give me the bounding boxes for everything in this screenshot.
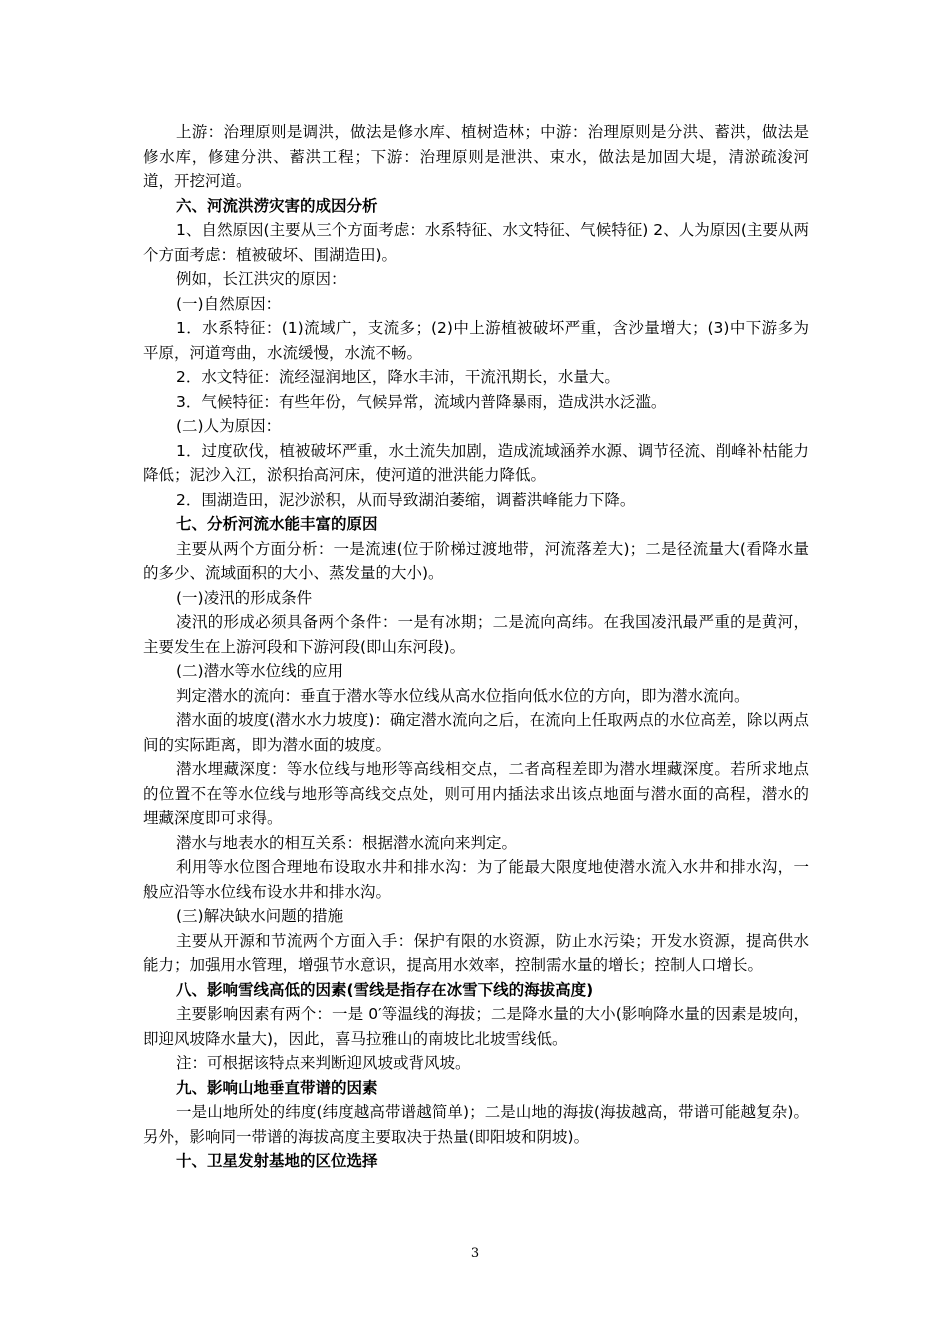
paragraph: 1、自然原因(主要从三个方面考虑：水系特征、水文特征、气候特征) 2、人为原因(主要从两个方面考虑：植被破坏、围湖造田)。 <box>143 221 809 264</box>
paragraph: 主要从两个方面分析：一是流速(位于阶梯过渡地带，河流落差大)；二是径流量大(看降水量的多少、流域面积的大小、蒸发量的大小)。 <box>143 539 809 582</box>
paragraph: (一)自然原因： <box>176 294 282 313</box>
paragraph: 判定潜水的流向：垂直于潜水等水位线从高水位指向低水位的方向，即为潜水流向。 <box>176 686 750 705</box>
section-heading: 六、河流洪涝灾害的成因分析 <box>176 196 378 215</box>
paragraph: 2．水文特征：流经湿润地区，降水丰沛，干流汛期长，水量大。 <box>176 368 620 386</box>
section-heading: 九、影响山地垂直带谱的因素 <box>176 1078 378 1097</box>
paragraph: 潜水与地表水的相互关系：根据潜水流向来判定。 <box>176 833 518 852</box>
paragraph: 一是山地所处的纬度(纬度越高带谱越简单)；二是山地的海拔(海拔越高，带谱可能越复杂)。另外，影响同一带谱的海拔高度主要取决于热量(即阳坡和阴坡)。 <box>143 1103 809 1146</box>
section-heading: 八、影响雪线高低的因素(雪线是指存在冰雪下线的海拔高度) <box>176 980 594 999</box>
paragraph: (三)解决缺水问题的措施 <box>176 907 344 925</box>
paragraph: 凌汛的形成必须具备两个条件：一是有冰期；二是流向高纬。在我国凌汛最严重的是黄河，主要发生在上游河段和下游河段(即山东河段)。 <box>143 613 809 656</box>
paragraph: (二)潜水等水位线的应用 <box>176 662 344 680</box>
paragraph: 3．气候特征：有些年份，气候异常，流域内普降暴雨，造成洪水泛滥。 <box>176 392 667 411</box>
paragraph: 潜水埋藏深度：等水位线与地形等高线相交点，二者高程差即为潜水埋藏深度。若所求地点的位置不在等水位线与地形等高线交点处，则可用内插法求出该点地面与潜水面的高程，潜水的埋藏深度即可求得。 <box>143 760 809 827</box>
paragraph: 2．围湖造田，泥沙淤积，从而导致湖泊萎缩，调蓄洪峰能力下降。 <box>176 490 636 509</box>
page-number: 3 <box>470 1246 480 1261</box>
paragraph: 利用等水位图合理地布设取水井和排水沟：为了能最大限度地使潜水流入水井和排水沟，一般应沿等水位线布设水井和排水沟。 <box>143 858 809 901</box>
section-heading: 十、卫星发射基地的区位选择 <box>176 1152 378 1170</box>
paragraph: 主要影响因素有两个：一是 0′等温线的海拔；二是降水量的大小(影响降水量的因素是坡向，即迎风坡降水量大)，因此，喜马拉雅山的南坡比北坡雪线低。 <box>143 1005 809 1048</box>
paragraph: 1．过度砍伐，植被破坏严重，水土流失加剧，造成流域涵养水源、调节径流、削峰补枯能力降低；泥沙入江，淤积抬高河床，使河道的泄洪能力降低。 <box>143 441 809 484</box>
document-body <box>143 120 809 1174</box>
paragraph: (一)凌汛的形成条件 <box>176 588 313 607</box>
section-heading: 七、分析河流水能丰富的原因 <box>176 515 378 533</box>
paragraph: 1．水系特征：(1)流域广，支流多；(2)中上游植被破坏严重，含沙量增大；(3)中下游多为平原，河道弯曲，水流缓慢，水流不畅。 <box>143 319 809 362</box>
paragraph: 例如，长江洪灾的原因： <box>176 270 347 288</box>
paragraph: 潜水面的坡度(潜水水力坡度)：确定潜水流向之后，在流向上任取两点的水位高差，除以两点间的实际距离，即为潜水面的坡度。 <box>143 711 809 754</box>
paragraph: 主要从开源和节流两个方面入手：保护有限的水资源，防止水污染；开发水资源，提高供水能力；加强用水管理，增强节水意识，提高用水效率，控制需水量的增长；控制人口增长。 <box>143 931 809 974</box>
paragraph: 注：可根据该特点来判断迎风坡或背风坡。 <box>176 1054 471 1072</box>
paragraph: 上游：治理原则是调洪，做法是修水库、植树造林；中游：治理原则是分洪、蓄洪，做法是修水库，修建分洪、蓄洪工程；下游：治理原则是泄洪、束水，做法是加固大堤，清淤疏浚河道，开挖河道。 <box>143 123 809 190</box>
paragraph: (二)人为原因： <box>176 417 282 435</box>
